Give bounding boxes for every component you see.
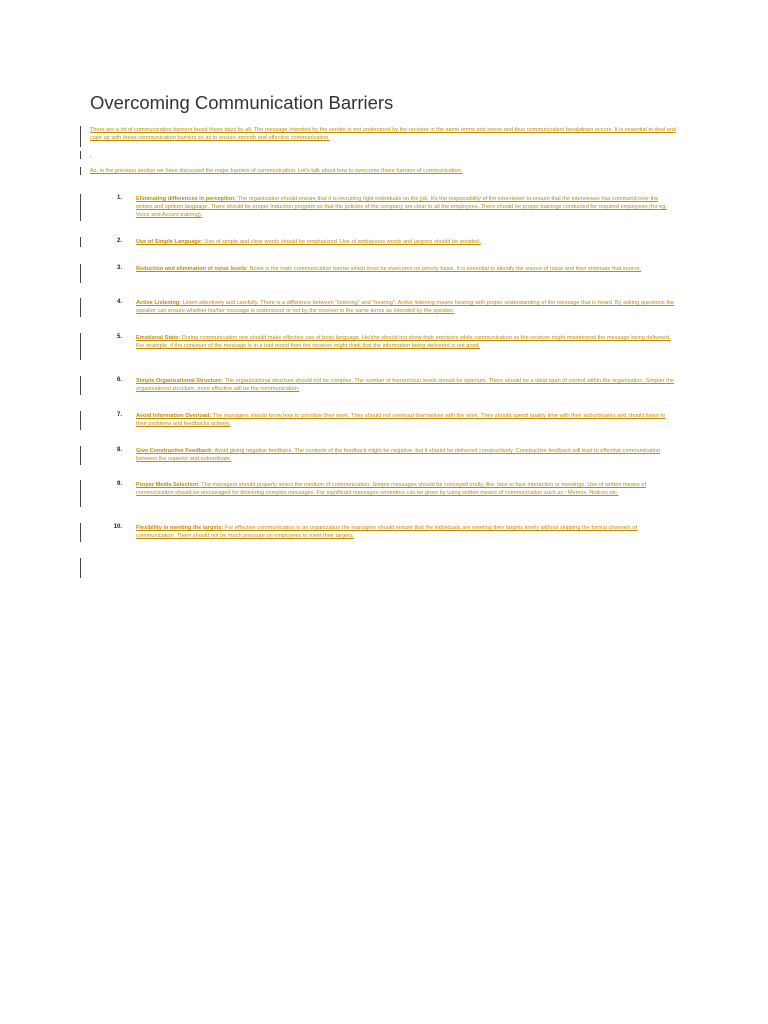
list-item bbox=[136, 265, 676, 273]
list-item-number: 6. bbox=[116, 377, 122, 383]
list-item-heading: Proper Media Selection: bbox=[136, 482, 200, 488]
list-item-heading: Simple Organizational Structure: bbox=[136, 378, 224, 384]
change-bar bbox=[80, 333, 81, 360]
list-item bbox=[136, 524, 676, 540]
list-item-text: Avoid giving negative feedback. The contents of the feedback might be negative, but it should be delivered constructively. Constructive feedback will lead to effective communication between the superior and subordinate. bbox=[136, 448, 661, 463]
list-item-heading: Avoid Information Overload: bbox=[136, 413, 212, 419]
list-item-heading: Flexibility in meeting the targets: bbox=[136, 525, 224, 531]
change-bar bbox=[80, 523, 81, 542]
lead-in-paragraph: As, in the previous section we have discussed the major barriers of communication. Let's talk about how to overcome these barriers of communication. bbox=[90, 168, 463, 174]
change-bar bbox=[80, 151, 81, 159]
list-item-text: The managers should properly select the medium of communication. Simple messages should be conveyed orally, like: face to face interaction or meetings. Use of written means of communication should be encouraged for delivering complex messages. For significant messages reminders can be given by using written means of communication such as : Memos, Notices etc. bbox=[136, 482, 647, 497]
list-item-number: 5. bbox=[116, 334, 122, 340]
change-bar bbox=[80, 167, 81, 175]
list-item-text: During communication one should make effective use of body language. He/she should not show their emotions while communication as the receiver might misinterpret the message being delivered. For example, if the conveyer of the message is in a bad mood then the receiver might think that the information being delivered is not good. bbox=[136, 335, 671, 350]
change-bar bbox=[80, 480, 81, 507]
change-bar bbox=[80, 126, 81, 147]
list-item-number: 10. bbox=[113, 524, 122, 530]
change-bar bbox=[80, 264, 81, 283]
list-item bbox=[136, 481, 676, 497]
list-item-number: 3. bbox=[116, 265, 122, 271]
list-item-heading: Reduction and elimination of noise levels: bbox=[136, 266, 248, 272]
list-item-number: 9. bbox=[116, 481, 122, 487]
list-item-heading: Give Constructive Feedback: bbox=[136, 448, 214, 454]
list-item-heading: Use of Simple Language: bbox=[136, 239, 203, 245]
list-item bbox=[136, 195, 676, 220]
list-item-text: The organizational structure should not be complex. The number of hierarchical levels should be optimum. There should be a ideal span of control within the organization. Simpler the organizational structure, more effective will be the communication. bbox=[136, 378, 674, 393]
list-item-text: Noise is the main communication barrier which must be overcome on priority basis. It is essential to identify the source of noise and then eliminate that source. bbox=[247, 266, 642, 272]
list-item-heading: Eliminating differences in perception: bbox=[136, 196, 237, 202]
change-bar bbox=[80, 376, 81, 395]
change-bar bbox=[80, 411, 81, 430]
list-item-number: 1. bbox=[116, 195, 122, 201]
list-item bbox=[136, 377, 676, 393]
list-item-heading: Active Listening: bbox=[136, 300, 182, 306]
intro-paragraph: There are a lot of communication barriers faced these days by all. The message intended by the sender is not understood by the receiver in the same terms and sense and thus communication breakdown occurs. It is essential to deal and cope up with these communication barriers so as to ensure smooth and effective communication. bbox=[90, 127, 677, 142]
change-bar bbox=[80, 446, 81, 465]
change-bar bbox=[80, 298, 81, 317]
change-bar bbox=[80, 194, 81, 221]
page-title: Overcoming Communication Barriers bbox=[90, 92, 394, 113]
list-item-text: For effective communication in an organization the managers should ensure that the individuals are meeting their targets timely without skipping the formal channels of communication. There should not be much pressure on employees to meet their targets. bbox=[136, 525, 638, 540]
list-item-number: 8. bbox=[116, 447, 122, 453]
list-item-text: The managers should know how to prioritize their work. They should not overload themselves with the work. They should spend quality time with their subordinates and should listen to their problems and feedbacks actively. bbox=[136, 413, 666, 428]
list-item-number: 7. bbox=[116, 412, 122, 418]
change-bar bbox=[80, 558, 81, 578]
list-item-heading: Emotional State: bbox=[136, 335, 181, 341]
list-item-text: Use of simple and clear words should be emphasized. Use of ambiguous words and jargons should be avoided. bbox=[202, 239, 481, 245]
list-item bbox=[136, 412, 676, 428]
separator-text: . bbox=[90, 153, 92, 159]
list-item-number: 4. bbox=[116, 299, 122, 305]
list-item bbox=[136, 299, 676, 315]
change-bar bbox=[80, 237, 81, 247]
list-item-text: The organization should ensure that it is recruiting right individuals on the job. It's the responsibility of the interviewer to ensure that the interviewee has command over the written and spoken language. There should be proper Induction program so that the policies of the company are clear to all the employees. There should be proper trainings conducted for required employees (for eg: Voice and Accent training). bbox=[136, 196, 667, 219]
list-item bbox=[136, 334, 676, 350]
list-item-number: 2. bbox=[116, 238, 122, 244]
list-item bbox=[136, 447, 676, 463]
list-item-text: Listen attentively and carefully. There is a difference between "listening" and "hearing". Active listening means hearing with proper understanding of the message that is heard. By asking questions the speaker can ensure whether his/her message is understood or not by the receiver in the same terms as intended by the speaker. bbox=[136, 300, 675, 315]
list-item bbox=[136, 238, 676, 246]
